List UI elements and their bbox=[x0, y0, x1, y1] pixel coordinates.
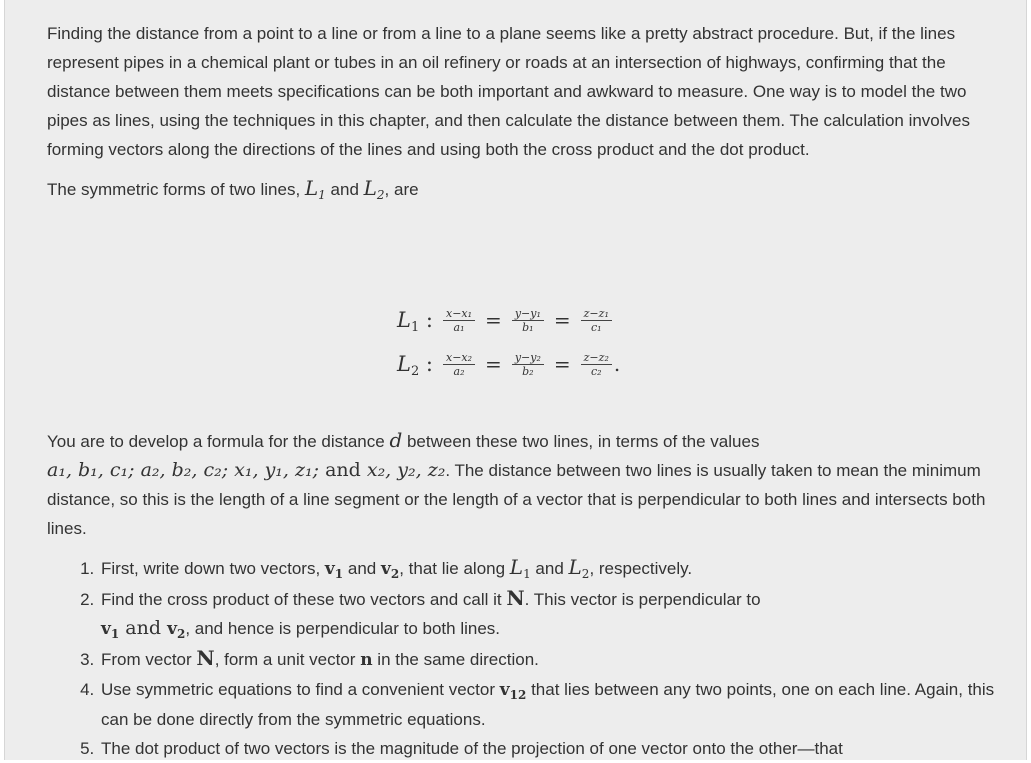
equals-sign: = bbox=[485, 352, 502, 376]
lhs-sub: 2 bbox=[410, 364, 420, 379]
text: that lies between any two points, one on each line. Again, this can be done directly from the symmetric equations. bbox=[101, 680, 995, 729]
line-L1 bbox=[510, 555, 531, 579]
line-L1: $L_1$ bbox=[304, 176, 326, 202]
sub: 12 bbox=[509, 688, 527, 702]
sub: 2 bbox=[176, 627, 186, 641]
step-2 bbox=[99, 584, 1007, 644]
fraction-y bbox=[512, 307, 544, 334]
denominator: b₁ bbox=[522, 321, 534, 334]
text: The dot product of two vectors is the magnitude of the projection of one vector onto the other—that bbox=[101, 739, 843, 758]
text: and bbox=[343, 559, 381, 578]
denominator: b₂ bbox=[522, 365, 534, 378]
values-list-2: x₂, y₂, z₂ bbox=[360, 459, 446, 481]
fraction-x bbox=[443, 351, 475, 378]
vector-v12 bbox=[500, 680, 527, 700]
text: . This vector is perpendicular to bbox=[524, 590, 761, 609]
sub: 1 bbox=[110, 627, 120, 641]
equals-sign: = bbox=[485, 308, 502, 332]
vector-v2 bbox=[167, 619, 185, 639]
text: Use symmetric equations to find a convenient vector bbox=[101, 680, 500, 699]
text: , and hence is perpendicular to both lines. bbox=[185, 619, 501, 638]
text: Find the cross product of these two vectors and call it bbox=[101, 590, 507, 609]
v: v bbox=[324, 559, 335, 579]
content-panel bbox=[4, 0, 1027, 760]
fraction-y bbox=[512, 351, 544, 378]
step-4 bbox=[99, 675, 1007, 734]
L: L bbox=[509, 555, 524, 579]
v: v bbox=[380, 559, 391, 579]
vector-n: n bbox=[360, 650, 373, 670]
text: , form a unit vector bbox=[214, 650, 361, 669]
text: . The distance between two lines is usually taken to mean the minimum distance, so this is the length of a line segment or the length of a vector that is perpendicular to both lines and intersects both lines. bbox=[47, 461, 986, 538]
numerator: z−z₂ bbox=[581, 351, 612, 365]
sub: 1 bbox=[523, 567, 531, 581]
sub: 1 bbox=[334, 567, 344, 581]
numerator: y−y₂ bbox=[512, 351, 544, 365]
fraction-z bbox=[581, 307, 612, 334]
text: You are to develop a formula for the distance bbox=[47, 432, 390, 451]
denominator: c₂ bbox=[590, 365, 602, 378]
equals-sign: = bbox=[553, 308, 571, 332]
var-d: d bbox=[389, 428, 403, 452]
distance-paragraph bbox=[47, 426, 1007, 543]
line-L2: $L_2$ bbox=[363, 176, 385, 202]
vector-N: N bbox=[506, 586, 525, 610]
numerator: x−x₁ bbox=[443, 307, 475, 321]
L: L bbox=[568, 555, 582, 579]
colon: : bbox=[425, 352, 433, 376]
numerator: y−y₁ bbox=[512, 307, 544, 321]
text: , are bbox=[384, 180, 419, 199]
v: v bbox=[101, 619, 111, 639]
eq-lhs bbox=[397, 350, 433, 379]
v: v bbox=[167, 619, 177, 639]
sub: 2 bbox=[390, 567, 400, 581]
vector-v2 bbox=[381, 559, 399, 579]
text: , that lie along bbox=[399, 559, 510, 578]
text: in the same direction. bbox=[372, 650, 539, 669]
lhs-letter: L bbox=[397, 352, 411, 376]
step-1 bbox=[99, 553, 1007, 584]
step-5 bbox=[99, 734, 1007, 763]
equals-sign: = bbox=[553, 352, 571, 376]
equation-L1 bbox=[397, 306, 614, 335]
article-body bbox=[47, 19, 1007, 763]
sub: 2 bbox=[581, 567, 590, 581]
vector-v1 bbox=[325, 559, 343, 579]
text: From vector bbox=[101, 650, 197, 669]
and-word: and bbox=[119, 617, 168, 639]
numerator: z−z₁ bbox=[581, 307, 612, 321]
lhs-sub: 1 bbox=[410, 320, 420, 335]
period: . bbox=[613, 352, 621, 376]
text: between these two lines, in terms of the values bbox=[402, 432, 760, 451]
numerator: x−x₂ bbox=[443, 351, 475, 365]
text: The symmetric forms of two lines, bbox=[47, 180, 305, 199]
colon: : bbox=[425, 308, 433, 332]
denominator: c₁ bbox=[590, 321, 602, 334]
text: and bbox=[325, 180, 364, 199]
and-word: and bbox=[325, 459, 361, 481]
vector-N: N bbox=[196, 646, 215, 670]
step-3 bbox=[99, 644, 1007, 675]
denominator: a₁ bbox=[453, 321, 465, 334]
line-L2 bbox=[569, 555, 590, 579]
symmetric-forms-paragraph bbox=[47, 174, 1007, 204]
equation-L2 bbox=[397, 350, 620, 379]
steps-list bbox=[47, 553, 1007, 763]
lhs-letter: L bbox=[397, 308, 411, 332]
values-list: a₁, b₁, c₁; a₂, b₂, c₂; x₁, y₁, z₁; bbox=[47, 459, 326, 481]
text: and bbox=[530, 559, 569, 578]
denominator: a₂ bbox=[453, 365, 465, 378]
equation-block bbox=[47, 214, 1007, 426]
v: v bbox=[499, 680, 510, 700]
fraction-z bbox=[581, 351, 612, 378]
vector-v1 bbox=[101, 619, 119, 639]
text: , respectively. bbox=[589, 559, 693, 578]
fraction-x bbox=[443, 307, 475, 334]
intro-paragraph: Finding the distance from a point to a line or from a line to a plane seems like a pretty abstract procedure. But, if the lines represent pipes in a chemical plant or tubes in an oil refinery or roads at an intersection of highways, confirming that the distance between them meets specifications can be both important and awkward to measure. One way is to model the two pipes as lines, using the techniques in this chapter, and then calculate the distance between them. The calculation involves forming vectors along the directions of the lines and using both the cross product and the dot product. bbox=[47, 24, 970, 159]
eq-lhs bbox=[397, 306, 433, 335]
text: First, write down two vectors, bbox=[101, 559, 325, 578]
